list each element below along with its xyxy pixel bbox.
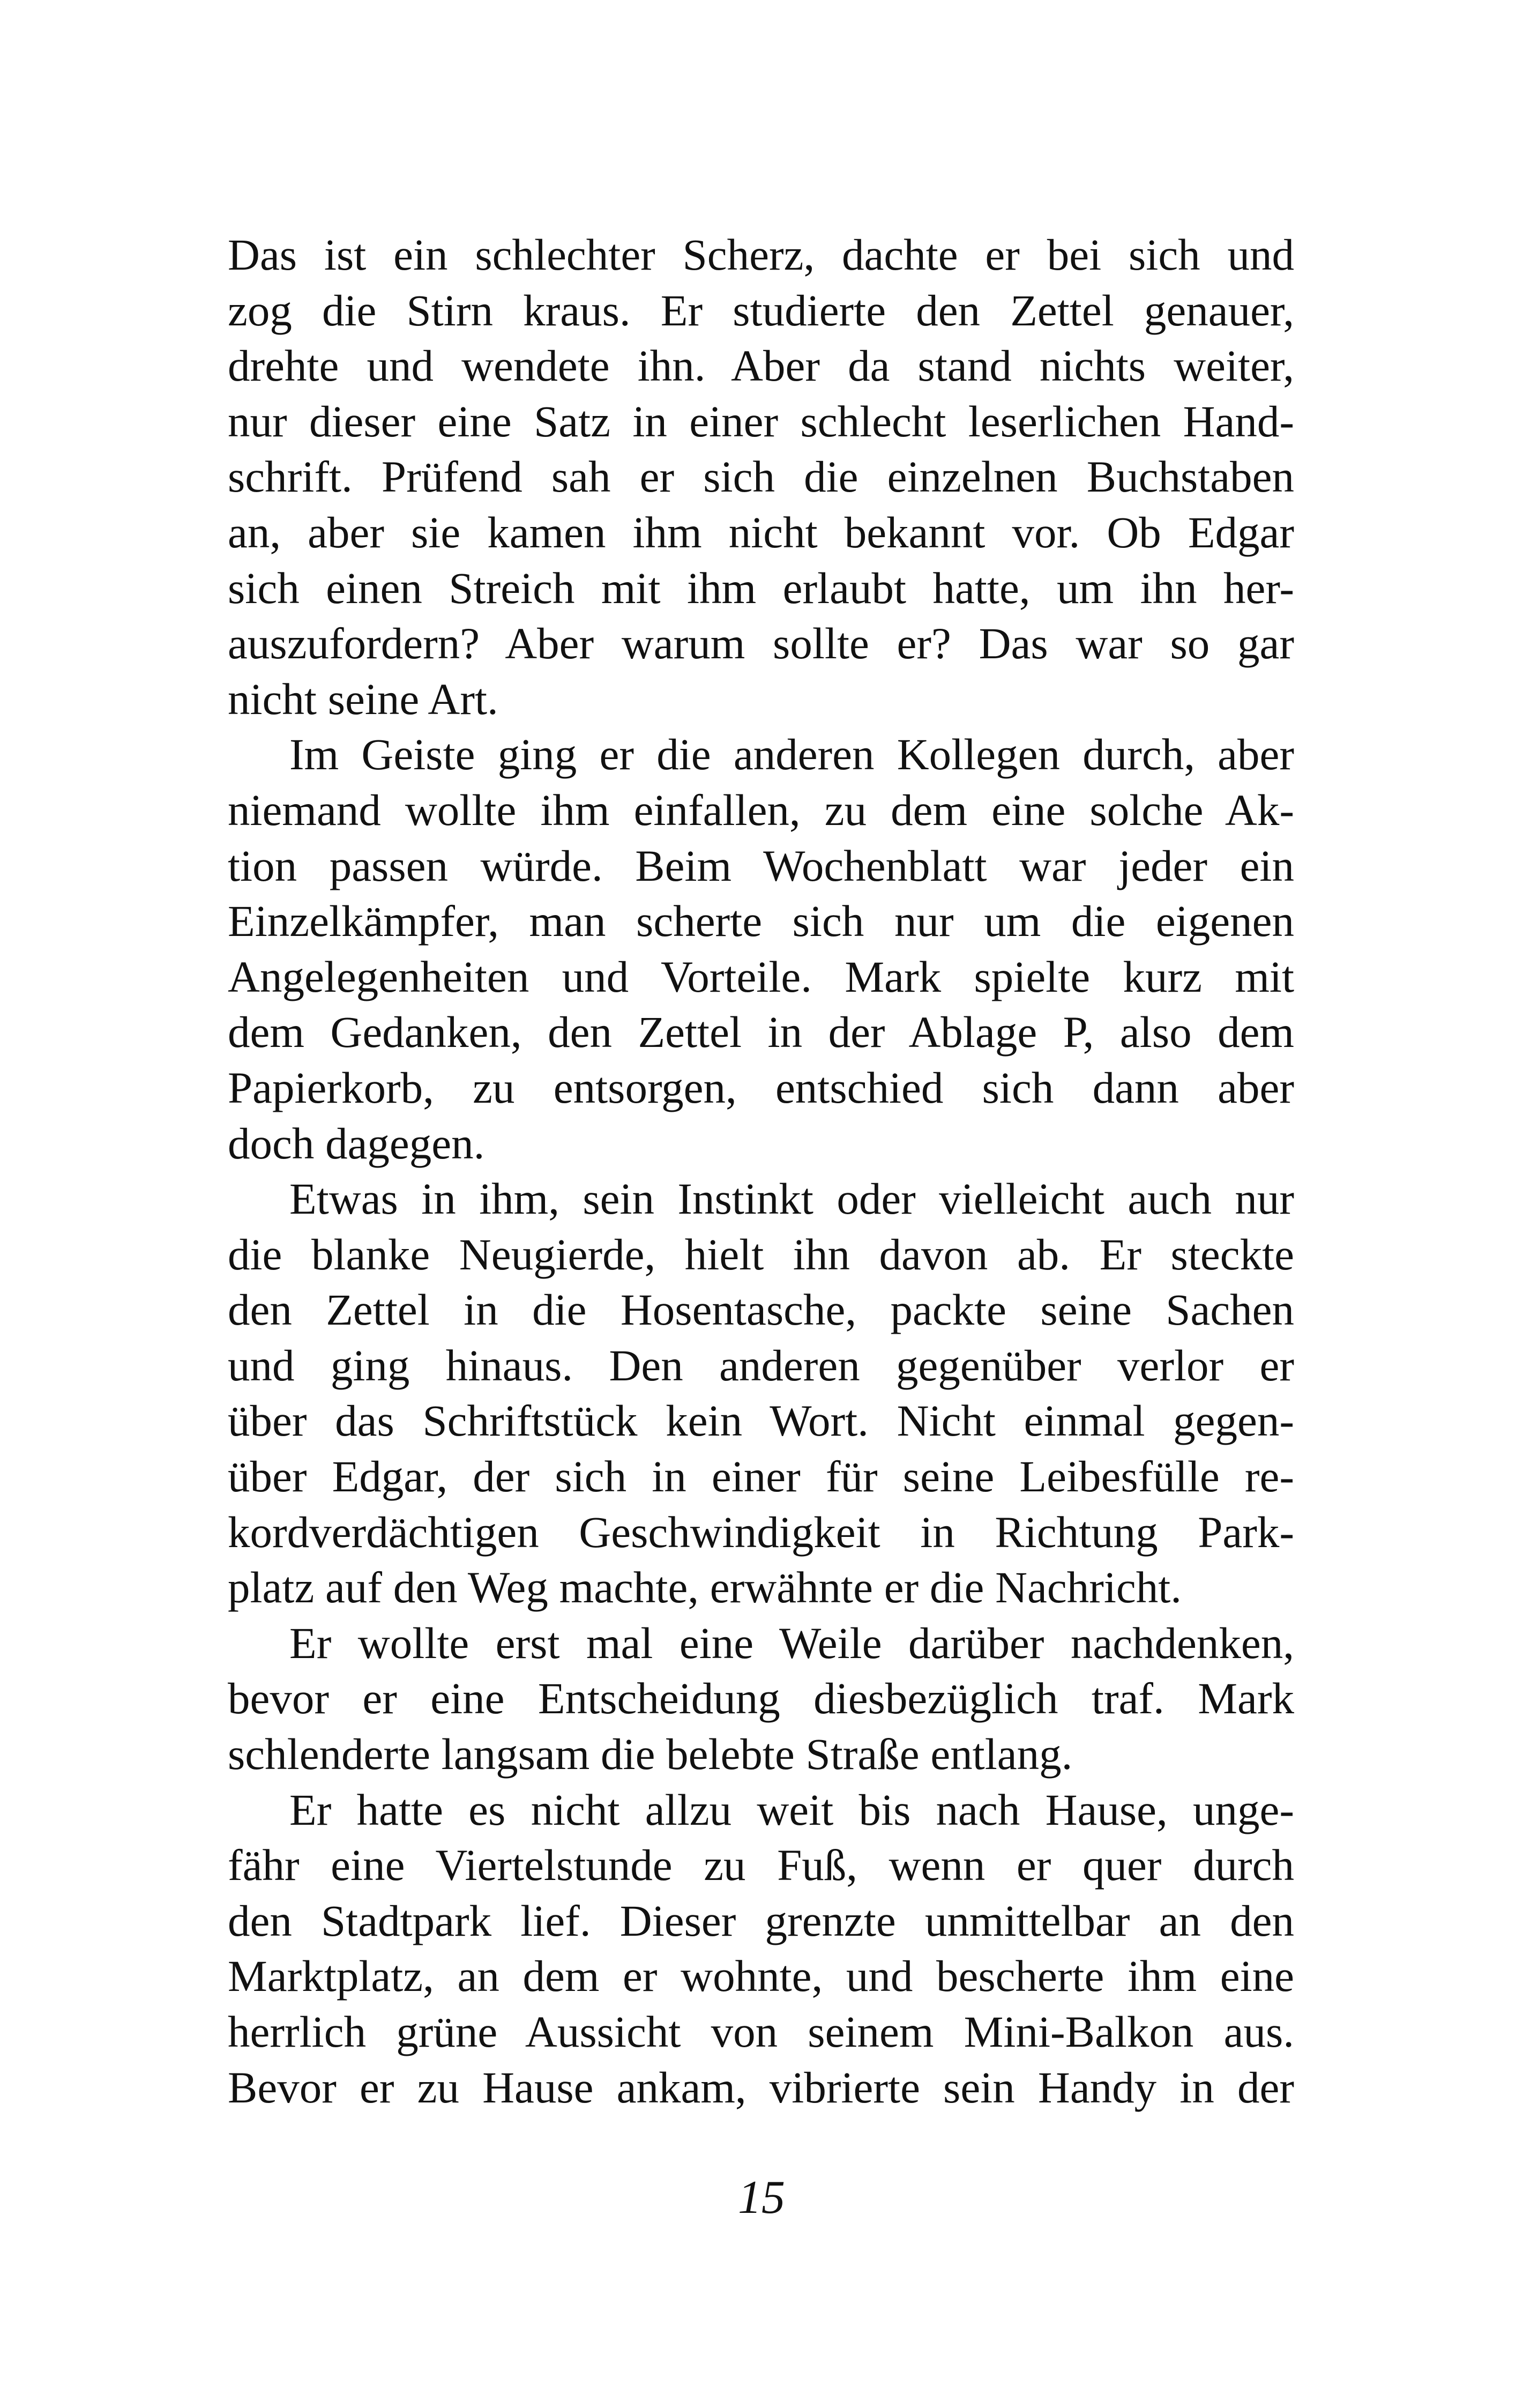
text-line: Papierkorb, zu entsorgen, entschied sich dann aber (228, 1062, 1294, 1112)
text-line: über Edgar, der sich in einer für seine Leibesfülle re- (228, 1452, 1294, 1502)
text-line: den Stadtpark lief. Dieser grenzte unmittelbar an den (228, 1896, 1294, 1945)
text-line: Das ist ein schlechter Scherz, dachte er bei sich und (228, 230, 1294, 279)
paragraph-first-line: Etwas in ihm, sein Instinkt oder vielleicht auch nur (289, 1174, 1294, 1224)
text-line: auszufordern? Aber warum sollte er? Das war so gar (228, 619, 1294, 668)
text-line: Marktplatz, an dem er wohnte, und bescherte ihm eine (228, 1951, 1294, 2001)
text-line: den Zettel in die Hosentasche, packte seine Sachen (228, 1285, 1294, 1335)
paragraph-last-line: doch dagegen. (228, 1118, 485, 1168)
text-line: niemand wollte ihm einfallen, zu dem eine solche Ak- (228, 785, 1294, 835)
paragraph-first-line: Im Geiste ging er die anderen Kollegen durch, aber (289, 730, 1294, 779)
paragraph-last-line: nicht seine Art. (228, 674, 498, 724)
text-line: tion passen würde. Beim Wochenblatt war jeder ein (228, 841, 1294, 890)
text-line: fähr eine Viertelstunde zu Fuß, wenn er quer durch (228, 1840, 1294, 1890)
paragraph-first-line: Er wollte erst mal eine Weile darüber nachdenken, (289, 1618, 1294, 1668)
text-line: an, aber sie kamen ihm nicht bekannt vor. Ob Edgar (228, 507, 1294, 557)
text-line: Angelegenheiten und Vorteile. Mark spielte kurz mit (228, 952, 1294, 1001)
text-line: nur dieser eine Satz in einer schlecht leserlichen Hand- (228, 396, 1294, 446)
text-line: zog die Stirn kraus. Er studierte den Zettel genauer, (228, 285, 1294, 335)
paragraph-last-line: platz auf den Weg machte, erwähnte er die Nachricht. (228, 1563, 1182, 1612)
text-line: über das Schriftstück kein Wort. Nicht einmal gegen- (228, 1396, 1294, 1446)
text-line: und ging hinaus. Den anderen gegenüber verlor er (228, 1340, 1294, 1390)
text-line: dem Gedanken, den Zettel in der Ablage P, also dem (228, 1007, 1294, 1057)
paragraph-first-line: Er hatte es nicht allzu weit bis nach Hause, unge- (289, 1785, 1294, 1834)
text-line: bevor er eine Entscheidung diesbezüglich traf. Mark (228, 1674, 1294, 1723)
body-text (228, 227, 1294, 2115)
page-number: 15 (738, 2172, 785, 2224)
text-line: die blanke Neugierde, hielt ihn davon ab. Er steckte (228, 1229, 1294, 1279)
text-line: Bevor er zu Hause ankam, vibrierte sein Handy in der (228, 2062, 1294, 2112)
text-line: kordverdächtigen Geschwindigkeit in Richtung Park- (228, 1507, 1294, 1557)
text-line: herrlich grüne Aussicht von seinem Mini-Balkon aus. (228, 2007, 1294, 2056)
paragraph-last-line: schlenderte langsam die belebte Straße entlang. (228, 1729, 1073, 1779)
text-line: drehte und wendete ihn. Aber da stand nichts weiter, (228, 341, 1294, 391)
text-line: schrift. Prüfend sah er sich die einzelnen Buchstaben (228, 452, 1294, 502)
text-line: sich einen Streich mit ihm erlaubt hatte, um ihn her- (228, 563, 1294, 613)
text-line: Einzelkämpfer, man scherte sich nur um die eigenen (228, 896, 1294, 946)
